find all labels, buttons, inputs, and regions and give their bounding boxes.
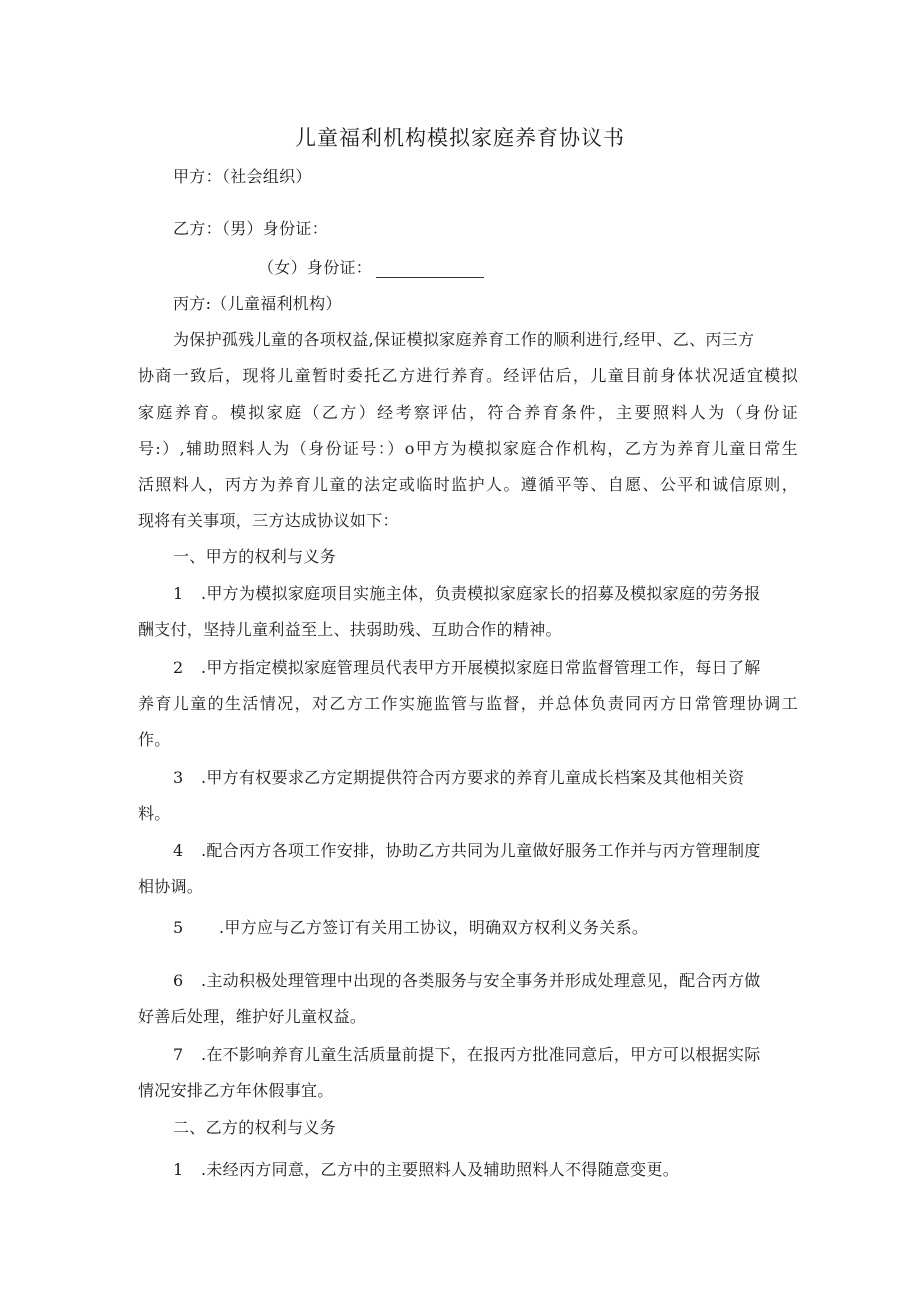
list-item bbox=[173, 765, 798, 788]
item-number: 1 bbox=[173, 584, 184, 603]
item-text: 养育儿童的生活情况，对乙方工作实施监管与监督，并总体负责同丙方日常管理协调工 bbox=[138, 694, 798, 713]
list-item bbox=[173, 1157, 833, 1180]
list-item bbox=[173, 581, 798, 604]
section-heading: 一、甲方的权利与义务 bbox=[173, 547, 337, 566]
intro-line: 协商一致后，现将儿童暂时委托乙方进行养育。经评估后，儿童目前身体状况适宜模拟 bbox=[138, 366, 798, 385]
item-number: 5 bbox=[173, 918, 184, 937]
item-number: 7 bbox=[173, 1045, 184, 1064]
intro-line: 家庭养育。模拟家庭（乙方）经考察评估，符合养育条件，主要照料人为（身份证 bbox=[138, 403, 798, 422]
item-text: 酬支付，坚持儿童利益至上、扶弱助残、互助合作的精神。 bbox=[138, 620, 562, 639]
party-c-line: 丙方:（儿童福利机构） bbox=[173, 294, 342, 313]
item-text: .甲方有权要求乙方定期提供符合丙方要求的养育儿童成长档案及其他相关资 bbox=[201, 768, 745, 787]
item-text: 料。 bbox=[138, 804, 171, 823]
item-number: 2 bbox=[173, 658, 184, 677]
item-text: .甲方为模拟家庭项目实施主体，负责模拟家庭家长的招募及模拟家庭的劳务报 bbox=[201, 584, 761, 603]
section-heading: 二、乙方的权利与义务 bbox=[173, 1118, 337, 1137]
id-blank-underline bbox=[376, 261, 484, 278]
list-item bbox=[173, 655, 798, 678]
item-text: 好善后处理，维护好儿童权益。 bbox=[138, 1007, 367, 1026]
intro-line: 为保护孤残儿童的各项权益,保证模拟家庭养育工作的顺利进行,经甲、乙、丙三方 bbox=[173, 330, 755, 349]
list-item bbox=[173, 968, 798, 991]
list-item bbox=[173, 915, 833, 938]
party-a-line: 甲方：（社会组织） bbox=[173, 167, 312, 186]
item-number: 6 bbox=[173, 971, 184, 990]
party-b-male-line: 乙方：（男）身份证： bbox=[173, 219, 329, 238]
item-text: .配合丙方各项工作安排，协助乙方共同为儿童做好服务工作并与丙方管理制度 bbox=[201, 841, 761, 860]
list-item bbox=[173, 838, 798, 861]
intro-line: 号:）,辅助照料人为（身份证号：）o甲方为模拟家庭合作机构，乙方为养育儿童日常生 bbox=[138, 439, 798, 458]
party-b-female-label: （女）身份证： bbox=[258, 258, 373, 277]
intro-line: 现将有关事项，三方达成协议如下： bbox=[138, 511, 399, 530]
item-text: .甲方指定模拟家庭管理员代表甲方开展模拟家庭日常监督管理工作，每日了解 bbox=[201, 658, 761, 677]
item-text: .在不影响养育儿童生活质量前提下，在报丙方批准同意后，甲方可以根据实际 bbox=[201, 1045, 761, 1064]
party-b-female-line bbox=[258, 255, 918, 278]
intro-line: 活照料人，丙方为养育儿童的法定或临时监护人。遵循平等、自愿、公平和诚信原则， bbox=[138, 475, 798, 494]
item-text: 作。 bbox=[138, 730, 171, 749]
list-item bbox=[173, 1042, 798, 1065]
item-text: .未经丙方同意，乙方中的主要照料人及辅助照料人不得随意变更。 bbox=[201, 1160, 680, 1179]
item-number: 3 bbox=[173, 768, 184, 787]
item-text: 相协调。 bbox=[138, 877, 204, 896]
item-number: 4 bbox=[173, 841, 184, 860]
item-text: 情况安排乙方年休假事宜。 bbox=[138, 1081, 334, 1100]
page-title: 儿童福利机构模拟家庭养育协议书 bbox=[295, 126, 625, 150]
item-text: .主动积极处理管理中出现的各类服务与安全事务并形成处理意见，配合丙方做 bbox=[201, 971, 761, 990]
item-text: .甲方应与乙方签订有关用工协议，明确双方权利义务关系。 bbox=[219, 918, 649, 937]
item-number: 1 bbox=[173, 1160, 184, 1179]
